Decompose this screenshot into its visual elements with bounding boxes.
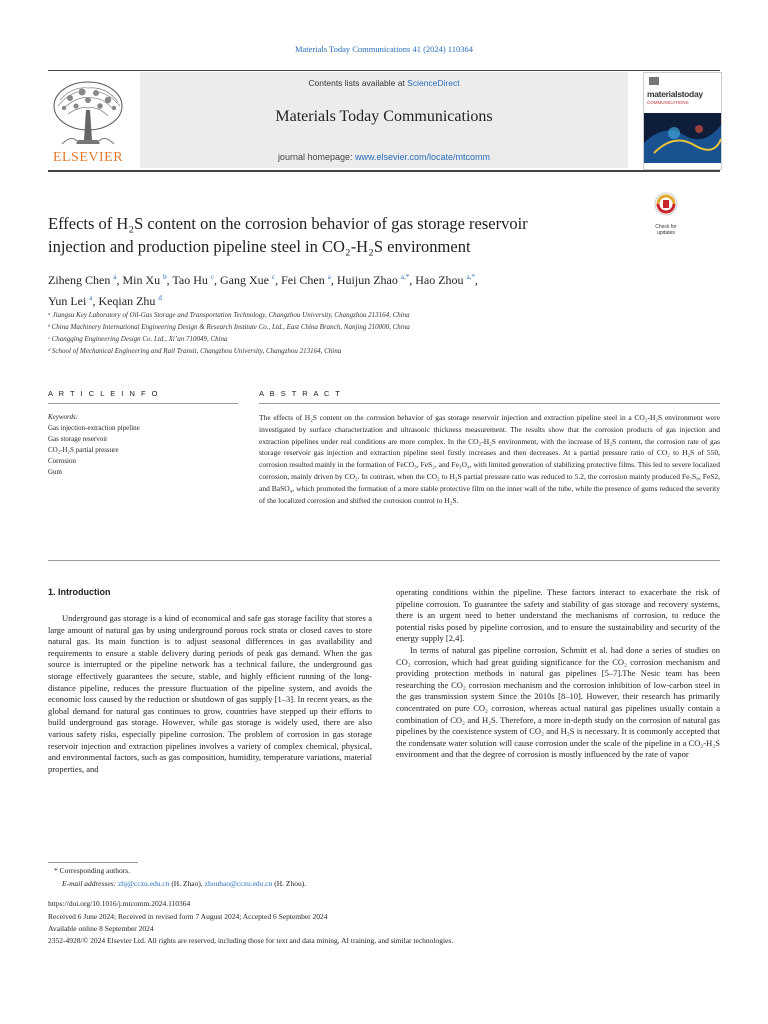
left-column xyxy=(48,613,372,775)
author-list xyxy=(48,268,628,310)
author[interactable]: Hao Zhou $^{a,*}$ xyxy=(415,273,475,287)
email-link[interactable]: zhouhao@cczu.edu.cn xyxy=(204,879,273,888)
check-updates-icon xyxy=(647,191,685,219)
email-label: E-mail addresses: xyxy=(62,879,118,888)
affiliation-b: ᵇ China Machinery International Engineering Design & Research Institute Co., Ltd., East China Branch, Nanjing 210000, China xyxy=(48,323,410,331)
received-dates: Received 6 June 2024; Received in revised form 7 August 2024; Accepted 6 September 2024 xyxy=(48,912,328,921)
contents-available xyxy=(140,78,628,88)
article-title xyxy=(48,212,638,258)
section-heading: 1. Introduction xyxy=(48,587,111,597)
keyword: Gas storage reservoir xyxy=(48,435,108,443)
doi-link[interactable]: https://doi.org/10.1016/j.mtcomm.2024.110364 xyxy=(48,899,191,908)
keywords-label: Keywords: xyxy=(48,413,79,421)
check-for-updates-button[interactable] xyxy=(647,191,685,236)
author[interactable]: Min Xu $^b$ xyxy=(122,273,167,287)
keyword: Gas injection-extraction pipeline xyxy=(48,424,140,432)
homepage-prefix: journal homepage: xyxy=(277,152,355,162)
journal-homepage xyxy=(140,152,628,162)
header-bottom-rule xyxy=(48,170,720,172)
contents-prefix: Contents lists available at xyxy=(308,78,408,88)
corresponding-note: * Corresponding authors. xyxy=(54,866,131,875)
cover-title: materialstoday xyxy=(647,89,703,99)
available-online: Available online 8 September 2024 xyxy=(48,924,154,933)
author[interactable]: Ziheng Chen $^a$ xyxy=(48,273,117,287)
paragraph: operating conditions within the pipeline. These factors interact to exacerbate the risk of pipeline corrosion. To guarantee the safety and stability of gas storage and recovery systems, there is an urgent need to better understand the mechanisms of corrosion, to reduce the potential risks posed by pipeline corrosion, and to ensure the sustainability and security of the energy supply [2,4]. xyxy=(396,587,720,644)
article-info-rule xyxy=(48,403,238,404)
author[interactable]: Yun Lei $^a$ xyxy=(48,294,93,308)
right-column xyxy=(396,587,720,761)
affiliation-c: ᶜ Changqing Engineering Design Co. Ltd., Xi’an 710049, China xyxy=(48,335,228,343)
affiliation-d: ᵈ School of Mechanical Engineering and Rail Transit, Changzhou University, Changzhou 213164, China xyxy=(48,347,342,355)
publisher-wordmark: ELSEVIER xyxy=(52,150,124,165)
email-addresses: E-mail addresses: zhj@cczu.edu.cn (H. Zhao), zhouhao@cczu.edu.cn (H. Zhou). xyxy=(62,879,307,888)
authors-line-1: Ziheng Chen $^a$, Min Xu $^b$, Tao Hu $^c$, Gang Xue $^c$, Fei Chen $^a$, Huijun Zhao $^{a,*}$, Hao Zhou $^{a,*}$, xyxy=(48,273,478,287)
paragraph: Underground gas storage is a kind of economical and safe gas storage facility that stores a large amount of natural gas by using underground porous rock strata or closed caves to store natural gas. Its main function is to adjust seasonal differences in gas availability and requirements to ensure a stable delivery during periods of peak gas demand. When the gas source is interrupted or the pipeline network has a technical failure, the underground gas storage effectively guarantees the secure, stable, and highly efficient running of the long-distance pipeline, reduces the pressure fluctuation of the pipeline system, and avoids the economic loss caused by the reduction or shutdown of gas supply [1–3]. In recent years, as the global demand for natural gas continues to grow, countries have stepped up their efforts to build underground gas storage. However, while gas storage is widely used, there are also various safety risks, especially pipeline corrosion. The problem of corrosion in gas storage reservoir injection and extraction pipelines involves a variety of complex chemical, physical, and environmental factors, such as gas composition, humidity, temperature variations, material properties, and xyxy=(48,613,372,774)
keyword: CO₂-H₂S partial pressure xyxy=(48,446,119,454)
abstract-label: A B S T R A C T xyxy=(259,389,342,398)
cover-subtitle: COMMUNICATIONS xyxy=(647,100,689,105)
abstract-bottom-rule xyxy=(48,560,720,561)
author[interactable]: Huijun Zhao $^{a,*}$ xyxy=(336,273,410,287)
footnote-rule xyxy=(48,862,138,863)
homepage-link[interactable]: www.elsevier.com/locate/mtcomm xyxy=(355,152,491,162)
abstract-rule xyxy=(259,403,720,404)
affiliation-a: ᵃ Jiangsu Key Laboratory of Oil-Gas Storage and Transportation Technology, Changzhou University, Changzhou 213164, China xyxy=(48,311,410,319)
authors-line-2: Yun Lei $^a$, Keqian Zhu $^d$ xyxy=(48,294,162,308)
title-line-1: Effects of H₂S content on the corrosion behavior of gas storage reservoir xyxy=(48,214,528,233)
article-info-label: A R T I C L E I N F O xyxy=(48,389,160,398)
author[interactable]: Gang Xue $^c$ xyxy=(220,273,276,287)
copyright: 2352-4928/© 2024 Elsevier Ltd. All rights are reserved, including those for text and data mining, AI training, and similar technologies. xyxy=(48,936,454,945)
journal-cover[interactable] xyxy=(643,72,722,170)
cover-art-icon xyxy=(644,73,721,169)
title-line-2: injection and production pipeline steel in CO₂-H₂S environment xyxy=(48,237,471,256)
author[interactable]: Keqian Zhu $^d$ xyxy=(98,294,162,308)
keyword: Gum xyxy=(48,468,62,476)
keyword: Corrosion xyxy=(48,457,76,465)
author[interactable]: Fei Chen $^a$ xyxy=(281,273,331,287)
journal-reference[interactable]: Materials Today Communications 41 (2024) 110364 xyxy=(294,44,474,54)
abstract-text: The effects of H₂S content on the corrosion behavior of gas storage reservoir injection and extraction pipeline steel in a CO₂-H₂S environment were investigated by surface characterization and ultrasonic thickness measurement. The results show that the corrosion products of gas injection and extraction pipelines under real conditions are more complex. In the CO₂-H₂S environment, with the increase of H₂S content, the corrosion rate of gas storage reservoir gas injection and extraction pipeline steel firstly increases and then decreases. At a partial pressure ratio of CO₂ to H₂S of 550, corrosion resulted mainly in the formation of FeCO₃, FeS₂, and Fe₃O₄, with limited generation of stabilizing protective films. This led to severe localized corrosion, mainly driven by CO₂. In contrast, when the CO₂ to H₂S partial pressure ratio was reduced to 5.2, the corrosion mainly produced Fe₇S₈, FeS2, and BaSO₄, which promoted the formation of a more stable protective film on the inner wall of the tube, while the presence of gums reduced the severity of the localized corrosion and shifted the corrosion control to H₂S. xyxy=(259,413,720,505)
journal-name: Materials Today Communications xyxy=(275,108,493,125)
paragraph: In terms of natural gas pipeline corrosion, Schmitt et al. had done a series of studies on CO₂ corrosion, which had great guiding significance for the CO₂ corrosion mechanism and providing protection methods in natural gas pipelines [5–7].The Nesic team has been researching the CO₂ corrosion mechanism and the corrosion inhibition of low-carbon steel in the gas transmission system Since the 2010s [8–10]. However, their research has primarily concentrated on pure CO₂ corrosion, whereas actual natural gas pipelines usually contain a combination of CO₂ and H₂S. Therefore, a more in-depth study on the corrosion of natural gas pipelines by the coexistence system of CO₂ and H₂S is necessary. It is commonly accepted that the condensate water solution will cause corrosion under the scale of the pipeline in a CO₂-H₂S environment and that the degree of corrosion is mostly influenced by the rate of vapor xyxy=(396,644,720,760)
check-updates-label: Check for updates xyxy=(655,224,677,236)
header-top-rule xyxy=(48,70,720,71)
sciencedirect-link[interactable]: ScienceDirect xyxy=(407,78,460,88)
author[interactable]: Tao Hu $^c$ xyxy=(172,273,214,287)
email-link[interactable]: zhj@cczu.edu.cn xyxy=(117,879,170,888)
